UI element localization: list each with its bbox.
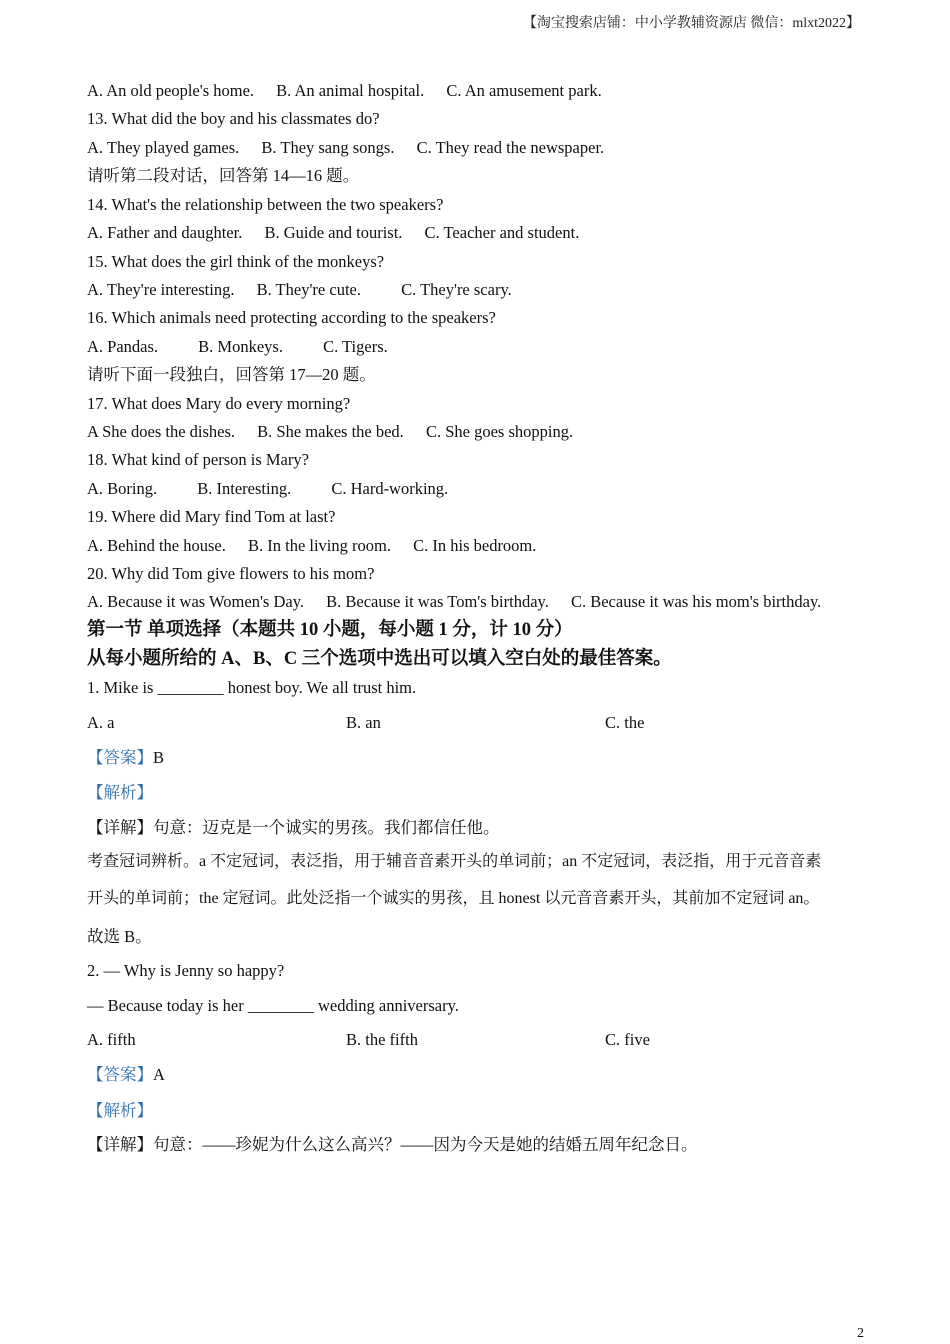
page-number: 2 bbox=[857, 1326, 864, 1341]
option-c: C. They're scary. bbox=[401, 280, 512, 299]
option-a: A. fifth bbox=[87, 1030, 136, 1049]
option-c: C. five bbox=[605, 1030, 650, 1049]
option-a: A. Because it was Women's Day. bbox=[87, 592, 305, 611]
question-1: 1. Mike is ________ honest boy. We all trust him. bbox=[87, 678, 417, 697]
q2-analysis-tag: 【解析】 bbox=[87, 1101, 153, 1120]
option-a: A. Father and daughter. bbox=[87, 223, 243, 242]
page-header: 【淘宝搜索店铺：中小学教辅资源店 微信：mlxt2022】 bbox=[522, 16, 860, 31]
option-a: A. a bbox=[87, 713, 115, 732]
q15-options bbox=[87, 280, 512, 300]
q1-explanation-line-2: 开头的单词前；the 定冠词。此处泛指一个诚实的男孩，且 honest 以元音音素开头，其前加不定冠词 an。 bbox=[87, 890, 820, 907]
option-b: B. They're cute. bbox=[256, 280, 361, 299]
option-c: C. Because it was his mom's birthday. bbox=[570, 592, 822, 611]
question-13: 13. What did the boy and his classmates do? bbox=[87, 109, 380, 128]
answer-tag: 【答案】 bbox=[87, 748, 153, 767]
answer-value: B bbox=[153, 748, 165, 767]
question-18: 18. What kind of person is Mary? bbox=[87, 450, 309, 469]
q1-answer bbox=[87, 748, 164, 768]
option-b: B. Because it was Tom's birthday. bbox=[326, 592, 549, 611]
option-c: C. Hard-working. bbox=[331, 479, 449, 498]
option-a: A. Pandas. bbox=[87, 337, 159, 356]
q1-detail bbox=[87, 818, 500, 838]
option-c: C. Tigers. bbox=[323, 337, 388, 356]
q1-analysis-tag: 【解析】 bbox=[87, 783, 153, 802]
option-b: B. They sang songs. bbox=[261, 138, 395, 157]
q16-options bbox=[87, 337, 388, 357]
q17-options bbox=[87, 422, 573, 442]
section-title: 第一节 单项选择（本题共 10 小题，每小题 1 分，计 10 分） bbox=[87, 620, 573, 640]
option-b: B. Interesting. bbox=[197, 479, 292, 498]
option-c: C. Teacher and student. bbox=[424, 223, 580, 242]
option-b: B. In the living room. bbox=[247, 536, 391, 555]
option-a: A. They played games. bbox=[87, 138, 240, 157]
question-2-line-1: 2. — Why is Jenny so happy? bbox=[87, 961, 285, 980]
detail-text: 句意：迈克是一个诚实的男孩。我们都信任他。 bbox=[153, 818, 500, 837]
detail-text: 句意：——珍妮为什么这么高兴？——因为今天是她的结婚五周年纪念日。 bbox=[153, 1135, 698, 1154]
option-b: B. Monkeys. bbox=[198, 337, 283, 356]
option-c: C. She goes shopping. bbox=[425, 422, 574, 441]
q2-detail bbox=[87, 1135, 698, 1155]
q1-options bbox=[87, 713, 867, 735]
question-19: 19. Where did Mary find Tom at last? bbox=[87, 507, 336, 526]
q13-options bbox=[87, 138, 604, 158]
option-b: B. an bbox=[346, 713, 381, 732]
option-b: B. An animal hospital. bbox=[276, 81, 425, 100]
q2-options bbox=[87, 1030, 867, 1052]
question-20: 20. Why did Tom give flowers to his mom? bbox=[87, 564, 375, 583]
answer-tag: 【答案】 bbox=[87, 1065, 153, 1084]
question-17: 17. What does Mary do every morning? bbox=[87, 394, 351, 413]
detail-tag: 【详解】 bbox=[87, 818, 153, 837]
q20-options bbox=[87, 592, 821, 612]
option-c: C. They read the newspaper. bbox=[416, 138, 605, 157]
q12-options bbox=[87, 81, 602, 101]
option-c: C. An amusement park. bbox=[446, 81, 602, 100]
question-2-line-2: — Because today is her ________ wedding anniversary. bbox=[87, 996, 459, 1015]
option-b: B. She makes the bed. bbox=[257, 422, 404, 441]
q18-options bbox=[87, 479, 448, 499]
section-instruction: 从每小题所给的 A、B、C 三个选项中选出可以填入空白处的最佳答案。 bbox=[87, 649, 672, 669]
option-a: A. Behind the house. bbox=[87, 536, 226, 555]
option-a: A She does the dishes. bbox=[87, 422, 236, 441]
option-a: A. Boring. bbox=[87, 479, 158, 498]
q14-options bbox=[87, 223, 579, 243]
answer-value: A bbox=[153, 1065, 165, 1084]
detail-tag: 【详解】 bbox=[87, 1135, 153, 1154]
option-b: B. Guide and tourist. bbox=[264, 223, 403, 242]
option-a: A. They're interesting. bbox=[87, 280, 235, 299]
section-2-instruction: 请听第二段对话，回答第 14—16 题。 bbox=[87, 166, 360, 185]
question-14: 14. What's the relationship between the two speakers? bbox=[87, 195, 444, 214]
q1-explanation-line-3: 故选 B。 bbox=[87, 927, 152, 946]
option-c: C. In his bedroom. bbox=[413, 536, 537, 555]
option-c: C. the bbox=[605, 713, 645, 732]
section-3-instruction: 请听下面一段独白，回答第 17—20 题。 bbox=[87, 365, 376, 384]
q1-explanation-line-1: 考查冠词辨析。a 不定冠词，表泛指，用于辅音音素开头的单词前；an 不定冠词，表泛指，用于元音音素 bbox=[87, 853, 822, 870]
option-a: A. An old people's home. bbox=[87, 81, 255, 100]
q2-answer bbox=[87, 1065, 165, 1085]
option-b: B. the fifth bbox=[346, 1030, 418, 1049]
question-16: 16. Which animals need protecting according to the speakers? bbox=[87, 308, 496, 327]
question-15: 15. What does the girl think of the monkeys? bbox=[87, 252, 385, 271]
q19-options bbox=[87, 536, 536, 556]
